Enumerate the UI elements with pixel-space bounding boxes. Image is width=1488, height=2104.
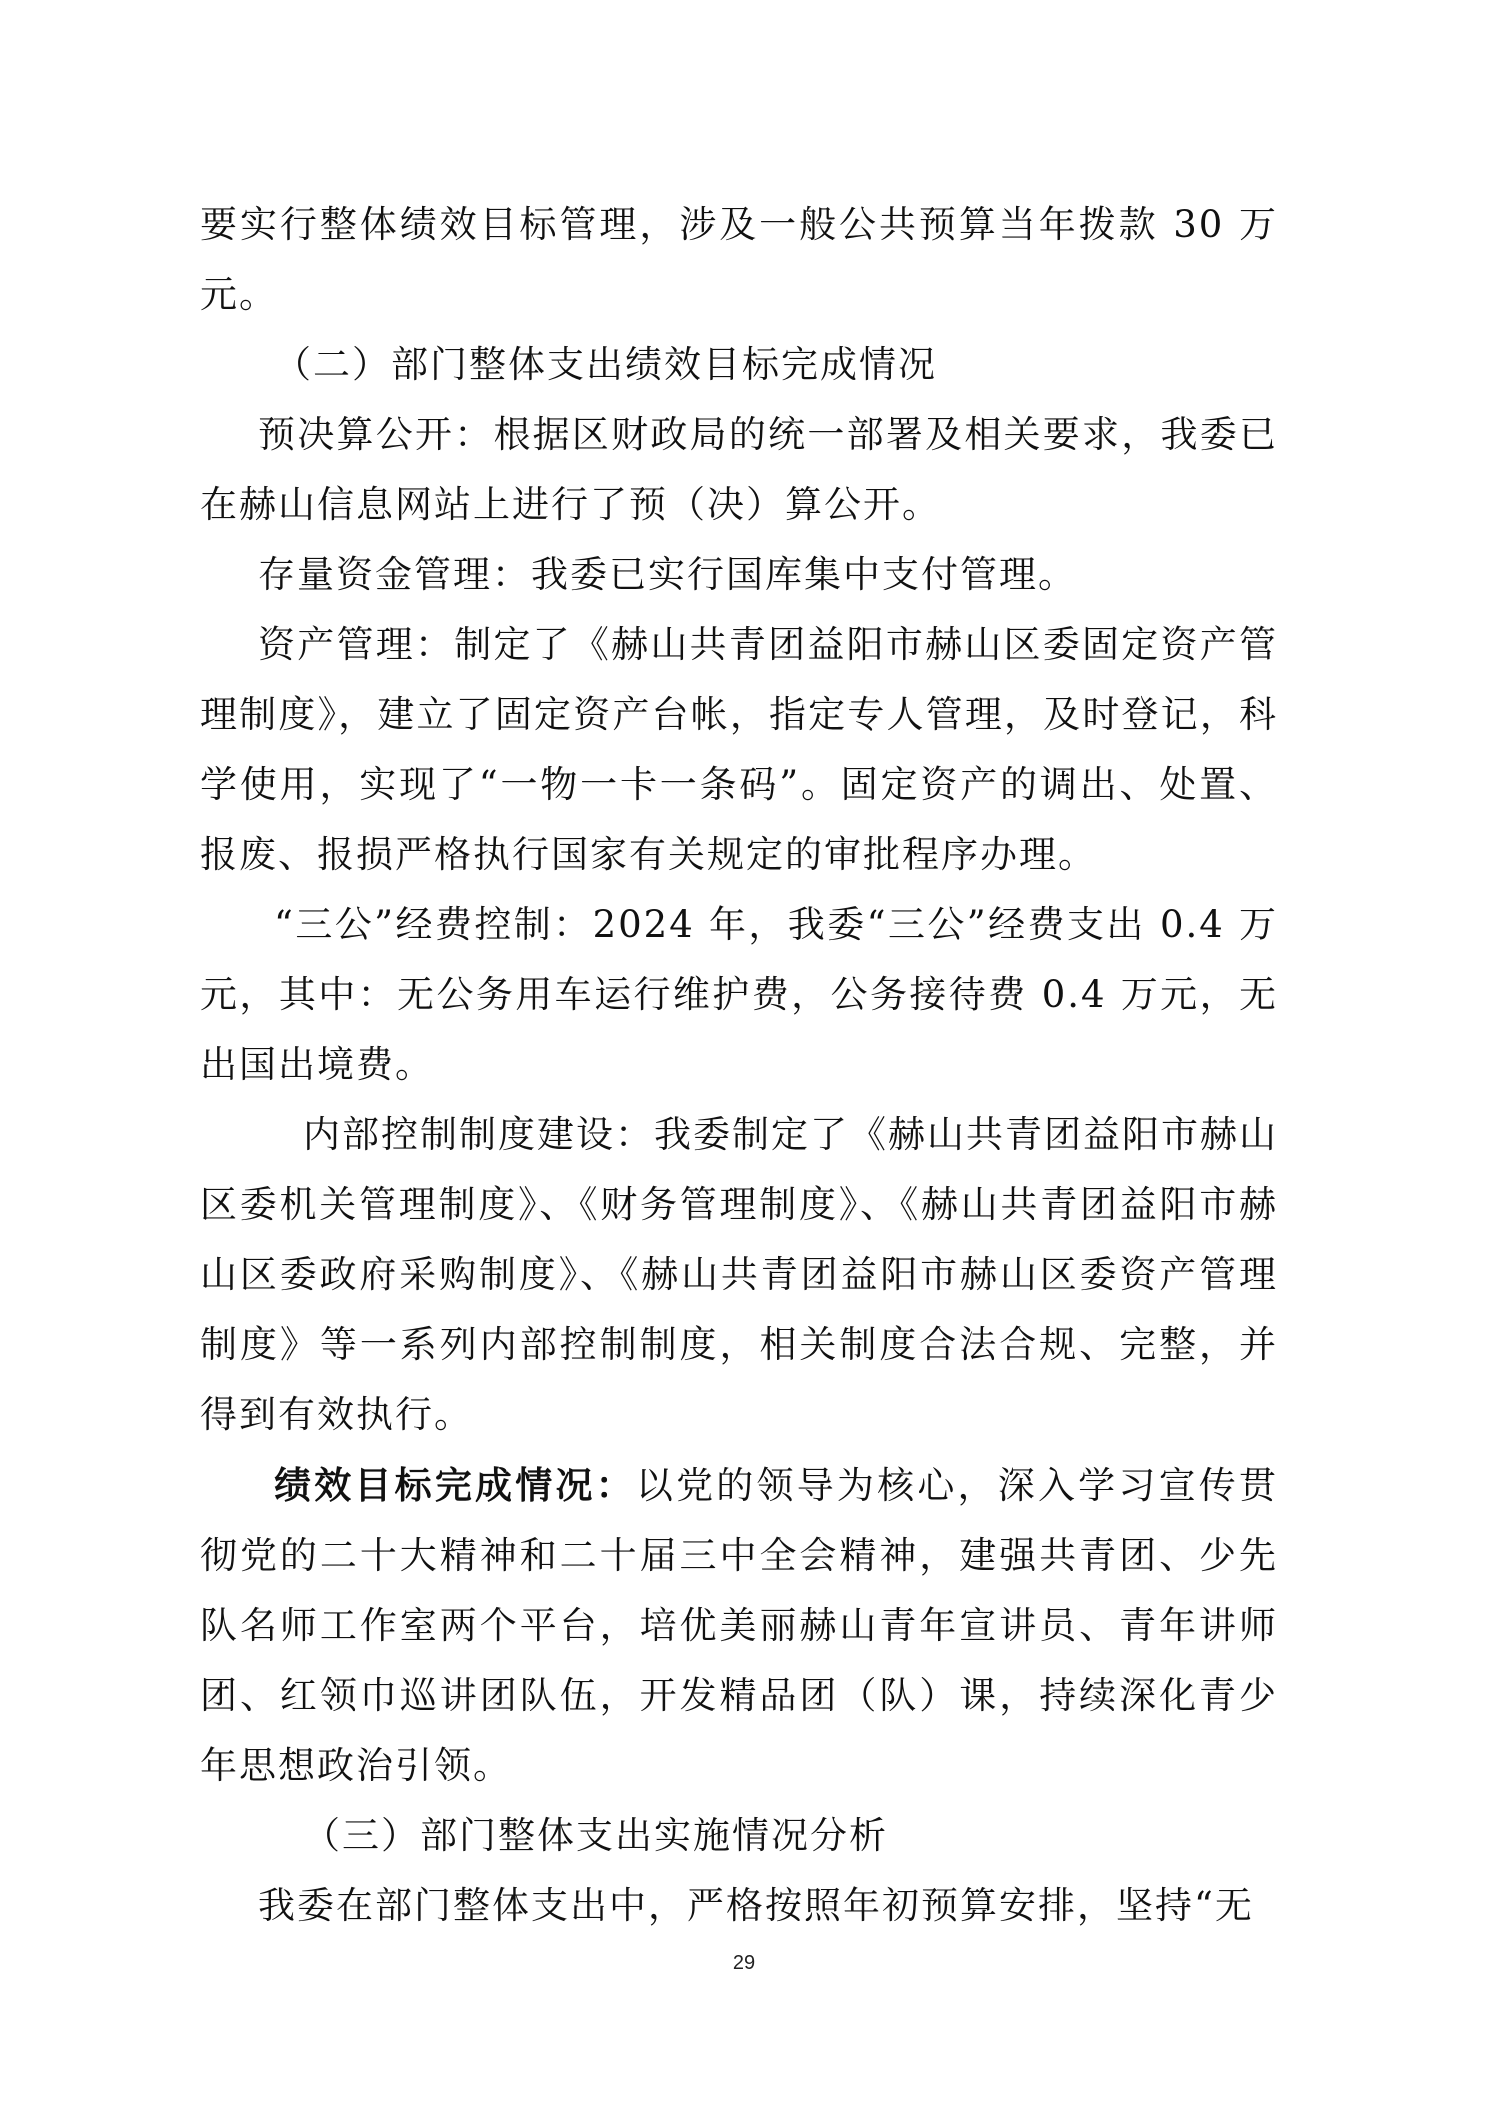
paragraph-internal-control: 内部控制制度建设：我委制定了《赫山共青团益阳市赫山区委机关管理制度》、《财务管理制度》、《赫山共青团益阳市赫山区委政府采购制度》、《赫山共青团益阳市赫山区委资产管理制度》等一系列内部控制制度，相关制度合法合规、完整，并得到有效执行。 bbox=[200, 1113, 1278, 1436]
performance-goals-lead: 绩效目标完成情况： bbox=[274, 1463, 636, 1507]
page-number: 29 bbox=[732, 1952, 756, 1974]
paragraph-three-public-expenses: “三公”经费控制：2024 年，我委“三公”经费支出 0.4 万元，其中：无公务用车运行维护费，公务接待费 0.4 万元，无出国出境费。 bbox=[200, 903, 1278, 1086]
section-heading-2: （二）部门整体支出绩效目标完成情况 bbox=[274, 343, 937, 386]
paragraph-performance-goals bbox=[200, 1450, 1278, 1801]
performance-goals-body: 以党的领导为核心，深入学习宣传贯彻党的二十大精神和二十届三中全会精神，建强共青团、少先队名师工作室两个平台，培优美丽赫山青年宣讲员、青年讲师团、红领巾巡讲团队伍，开发精品团（队）课，持续深化青少年思想政治引领。 bbox=[200, 1464, 1278, 1787]
paragraph-budget-disclosure: 预决算公开：根据区财政局的统一部署及相关要求，我委已在赫山信息网站上进行了预（决）算公开。 bbox=[200, 413, 1278, 526]
document-body bbox=[200, 190, 1278, 1941]
paragraph-budget-tail: 要实行整体绩效目标管理，涉及一般公共预算当年拨款 30 万元。 bbox=[200, 203, 1278, 316]
paragraph-expenditure-analysis: 我委在部门整体支出中，严格按照年初预算安排，坚持“无 bbox=[258, 1884, 1254, 1927]
paragraph-fund-management: 存量资金管理：我委已实行国库集中支付管理。 bbox=[258, 553, 1077, 596]
section-heading-3: （三）部门整体支出实施情况分析 bbox=[303, 1814, 888, 1857]
paragraph-asset-management: 资产管理：制定了《赫山共青团益阳市赫山区委固定资产管理制度》，建立了固定资产台帐，指定专人管理，及时登记，科学使用，实现了“一物一卡一条码”。固定资产的调出、处置、报废、报损严格执行国家有关规定的审批程序办理。 bbox=[200, 623, 1278, 876]
